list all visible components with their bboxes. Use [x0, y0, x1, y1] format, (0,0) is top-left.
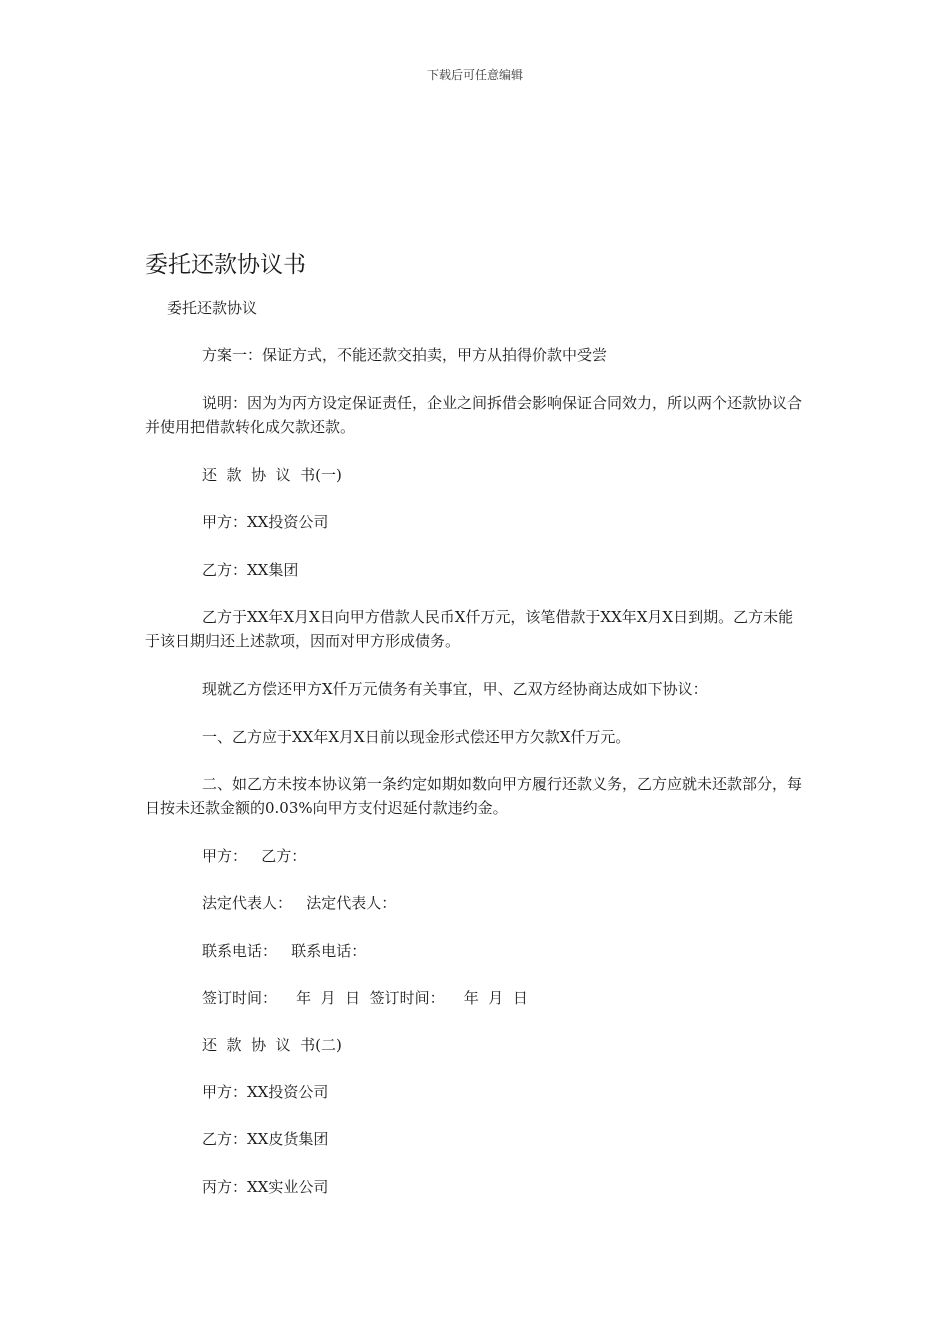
clause-two: 二、如乙方未按本协议第一条约定如期如数向甲方履行还款义务，乙方应就未还款部分，每日按未还款金额的0.03%向甲方支付迟延付款违约金。 — [145, 775, 803, 817]
document-title: 委托还款协议书 — [145, 252, 306, 278]
clause-one: 一、乙方应于XX年X月X日前以现金形式偿还甲方欠款X仟万元。 — [202, 728, 631, 746]
paragraph-plan-one: 方案一：保证方式，不能还款交拍卖，甲方从拍得价款中受尝 — [202, 346, 608, 364]
agreement-two-party-b: 乙方：XX皮货集团 — [202, 1130, 329, 1148]
agreement-two-heading: 还 款 协 议 书(二) — [202, 1036, 342, 1054]
signature-parties: 甲方： 乙方： — [202, 847, 307, 865]
signature-legal-rep: 法定代表人： 法定代表人： — [202, 894, 397, 912]
page-header-note: 下载后可任意编辑 — [426, 68, 523, 82]
paragraph-loan-background: 乙方于XX年X月X日向甲方借款人民币X仟万元，该笔借款于XX年X月X日到期。乙方未能于该日期归还上述款项，因而对甲方形成债务。 — [145, 608, 794, 650]
agreement-two-party-c: 丙方：XX实业公司 — [202, 1178, 329, 1196]
party-a-line: 甲方：XX投资公司 — [202, 513, 329, 531]
signature-date: 签订时间： 年 月 日 签订时间： 年 月 日 — [202, 989, 528, 1007]
signature-phone: 联系电话： 联系电话： — [202, 942, 367, 960]
paragraph-explanation: 说明：因为为丙方设定保证责任，企业之间拆借会影响保证合同效力，所以两个还款协议合并使用把借款转化成欠款还款。 — [145, 394, 803, 436]
agreement-one-heading: 还 款 协 议 书(一) — [202, 466, 342, 484]
agreement-two-party-a: 甲方：XX投资公司 — [202, 1083, 329, 1101]
document-subtitle: 委托还款协议 — [167, 299, 258, 317]
party-b-line: 乙方：XX集团 — [202, 561, 299, 579]
paragraph-agreement-intro: 现就乙方偿还甲方X仟万元债务有关事宜，甲、乙双方经协商达成如下协议： — [202, 680, 708, 698]
